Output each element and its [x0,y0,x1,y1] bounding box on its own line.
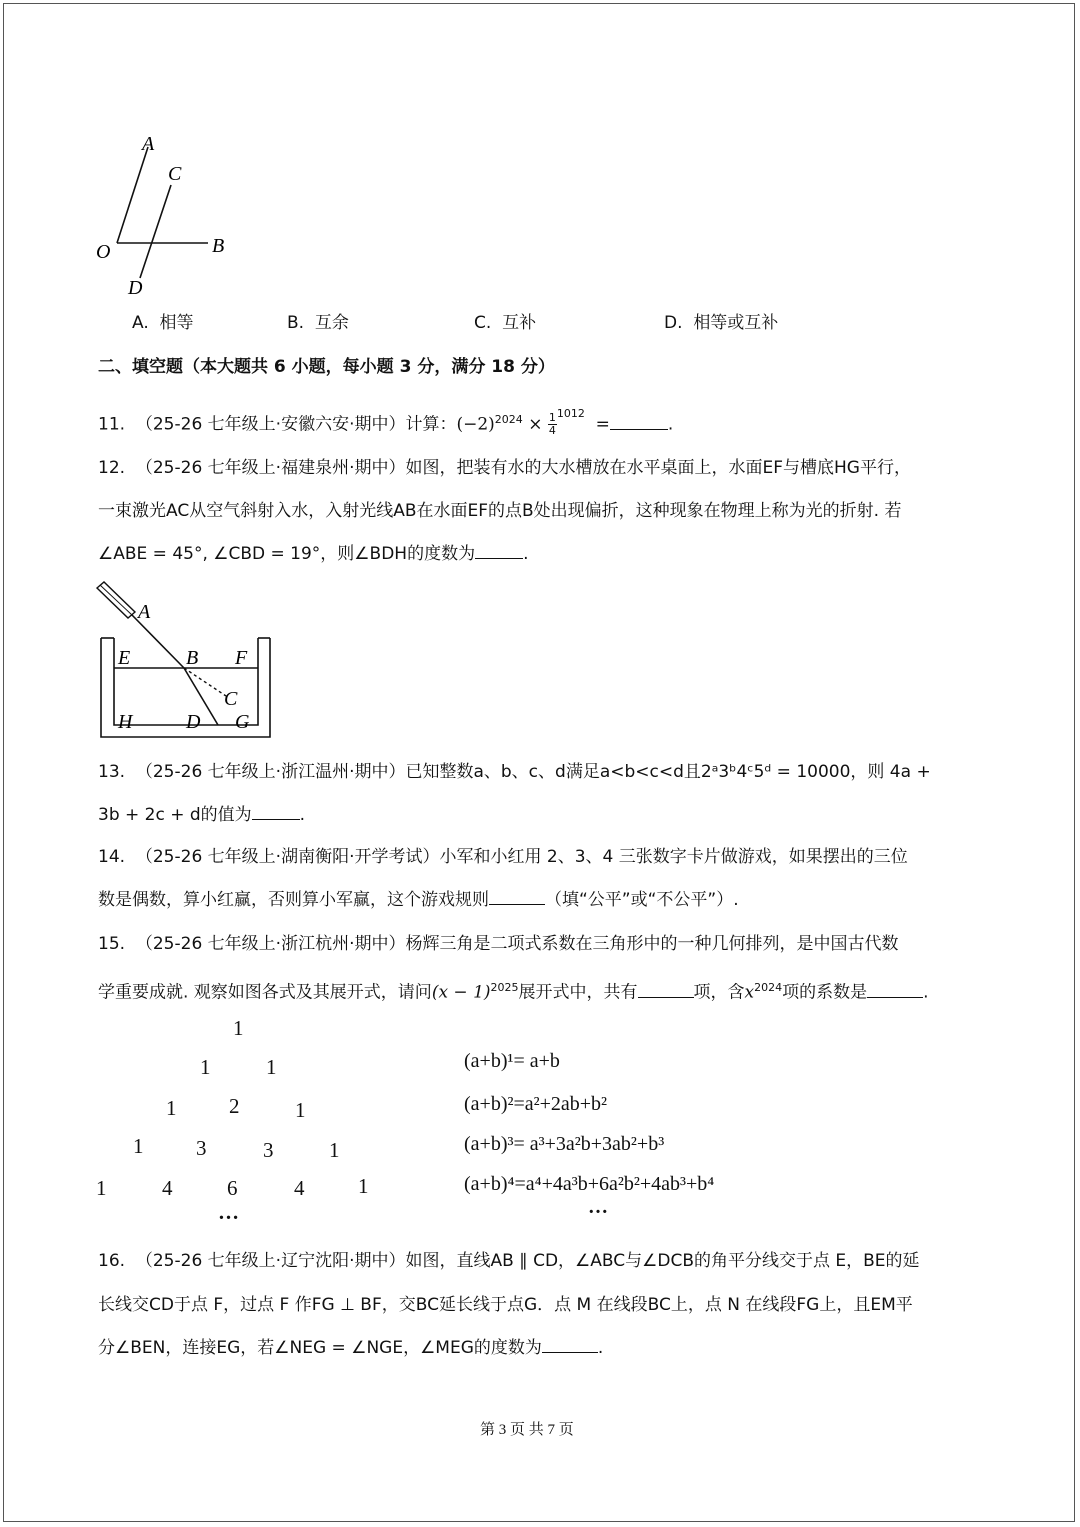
line-oa [117,147,148,243]
question-text: 分∠BEN，连接EG，若∠NEG = ∠NGE，∠MEG的度数为 [98,1338,542,1358]
question-number: 11. [98,414,126,435]
label-a: A [142,133,155,155]
question-15-line2 [98,976,929,1005]
question-text: 已知整数a、b、c、d满足a<b<c<d且2ᵃ3ᵇ4ᶜ5ᵈ = 10000，则 4a + [405,762,931,782]
label-g: G [235,711,250,733]
angle-figure [90,128,240,303]
refraction-figure [90,578,280,744]
question-14-line1 [98,845,908,869]
option-letter: D. [664,313,683,333]
option-letter: A. [132,313,149,333]
question-end: . [597,1338,604,1358]
pascal-number: 3 [196,1136,207,1160]
pascal-number: 1 [295,1098,306,1122]
question-source: （25-26 七年级上·辽宁沈阳·期中） [135,1251,406,1271]
question-end: . [923,982,929,1003]
question-text: 项的系数是 [782,982,868,1003]
pascal-number: 1 [133,1134,144,1158]
math-equals: = [595,414,610,435]
math-exponent: 1012 [556,407,585,420]
laser-pen-center [100,585,132,615]
question-text: 小军和小红用 2、3、4 三张数字卡片做游戏，如果摆出的三位 [439,847,908,867]
pascal-number: 1 [166,1096,177,1120]
label-c: C [224,688,238,710]
question-text: ∠ABE = 45°, ∠CBD = 19°，则∠BDH的度数为 [98,544,476,564]
math-exponent: 2024 [754,981,783,994]
label-o: O [96,241,111,263]
question-13-line1 [98,760,931,784]
question-number: 12. [98,458,126,478]
question-text: （填“公平”或“不公平”）. [545,890,739,910]
label-b: B [212,235,225,257]
pascal-number: 1 [233,1016,244,1040]
math-exponent: 2025 [490,981,519,994]
label-e: E [118,647,131,669]
pascal-number: 1 [200,1055,211,1079]
pascal-number: 1 [329,1138,340,1162]
line-cd [140,185,171,278]
pascal-number: 6 [227,1176,238,1200]
answer-blank-coefficient[interactable] [867,981,923,998]
section-heading: 二、填空题（本大题共 6 小题，每小题 3 分，满分 18 分） [98,357,555,377]
question-source: （25-26 七年级上·安徽六安·期中） [135,414,406,435]
answer-blank[interactable] [542,1336,598,1353]
question-14-line2 [98,888,739,912]
answer-blank[interactable] [610,413,668,430]
question-text: 展开式中，共有 [518,982,638,1003]
option-letter: B. [287,313,305,333]
answer-blank[interactable] [475,542,523,559]
option-text: 相等或互补 [693,313,779,333]
answer-blank[interactable] [489,888,545,905]
answer-blank-terms[interactable] [638,981,694,998]
math-times: × [528,414,543,435]
option-c [474,311,536,335]
math-expression: (x − 1) [431,982,491,1003]
binomial-expansion: (a+b)¹= a+b [464,1050,560,1072]
option-b [287,311,349,335]
label-c: C [168,163,182,185]
question-11 [98,408,673,437]
extended-ray [184,668,226,696]
question-text: 如图，直线AB ∥ CD，∠ABC与∠DCB的角平分线交于点 E，BE的延 [405,1251,920,1271]
option-d [664,311,778,335]
question-16-line3 [98,1336,603,1360]
question-text: 杨辉三角是二项式系数在三角形中的一种几何排列，是中国古代数 [405,934,899,954]
question-text: 计算： [405,414,457,435]
pascal-number: 4 [162,1176,173,1200]
pascal-number: 1 [358,1174,369,1198]
binomial-expansion: (a+b)³= a³+3a²b+3ab²+b³ [464,1133,665,1155]
binomial-ellipsis: … [588,1196,608,1218]
question-12-line2: 一束激光AC从空气斜射入水，入射光线AB在水面EF的点B处出现偏折，这种现象在物理上称为光的折射. 若 [98,501,902,521]
label-h: H [118,711,133,733]
question-15-line1 [98,932,898,956]
pascal-number: 4 [294,1176,305,1200]
question-source: （25-26 七年级上·湖南衡阳·开学考试） [135,847,440,867]
label-a: A [138,601,151,623]
pascal-number: 2 [229,1094,240,1118]
question-end: . [667,414,674,435]
option-text: 互余 [314,313,349,333]
pascal-ellipsis: … [218,1200,239,1224]
pascal-number: 3 [263,1138,274,1162]
label-d: D [186,711,201,733]
question-source: （25-26 七年级上·浙江温州·期中） [135,762,406,782]
question-text: 项，含 [693,982,745,1003]
label-b: B [186,647,199,669]
question-16-line1 [98,1249,920,1273]
answer-blank[interactable] [252,803,300,820]
binomial-expansion: (a+b)²=a²+2ab+b² [464,1093,608,1115]
question-text: 如图，把装有水的大水槽放在水平桌面上，水面EF与槽底HG平行， [405,458,911,478]
question-source: （25-26 七年级上·福建泉州·期中） [135,458,406,478]
question-text: 学重要成就. 观察如图各式及其展开式，请问 [98,982,432,1003]
question-number: 16. [98,1251,126,1271]
question-number: 14. [98,847,126,867]
page-footer: 第 3 页 共 7 页 [480,1422,574,1438]
option-text: 相等 [159,313,194,333]
question-16-line2: 长线交CD于点 F，过点 F 作FG ⊥ BF，交BC延长线于点G．点 M 在线段BC上，点 N 在线段FG上，且EM平 [98,1295,913,1315]
option-letter: C. [474,313,492,333]
question-end: . [523,544,529,564]
fraction-numerator: 1 [548,411,556,425]
binomial-expansion: (a+b)⁴=a⁴+4a³b+6a²b²+4ab³+b⁴ [464,1173,715,1195]
pascal-number: 1 [266,1055,277,1079]
question-end: . [299,805,306,825]
fraction-denominator: 4 [548,424,556,438]
question-source: （25-26 七年级上·浙江杭州·期中） [135,934,406,954]
pascal-number: 1 [96,1176,107,1200]
question-12-line1 [98,456,911,480]
label-f: F [235,647,248,669]
math-base: (−2) [456,414,495,435]
option-a [132,311,194,335]
option-text: 互补 [502,313,537,333]
fraction [548,412,557,437]
label-d: D [128,277,143,299]
math-exponent: 2024 [494,413,523,426]
question-text: 3b + 2c + d的值为 [98,805,252,825]
math-variable: x [744,982,755,1003]
question-12-line3 [98,542,529,566]
question-13-line2 [98,803,305,827]
question-number: 13. [98,762,126,782]
question-number: 15. [98,934,126,954]
question-text: 数是偶数，算小红赢，否则算小军赢，这个游戏规则 [98,890,489,910]
